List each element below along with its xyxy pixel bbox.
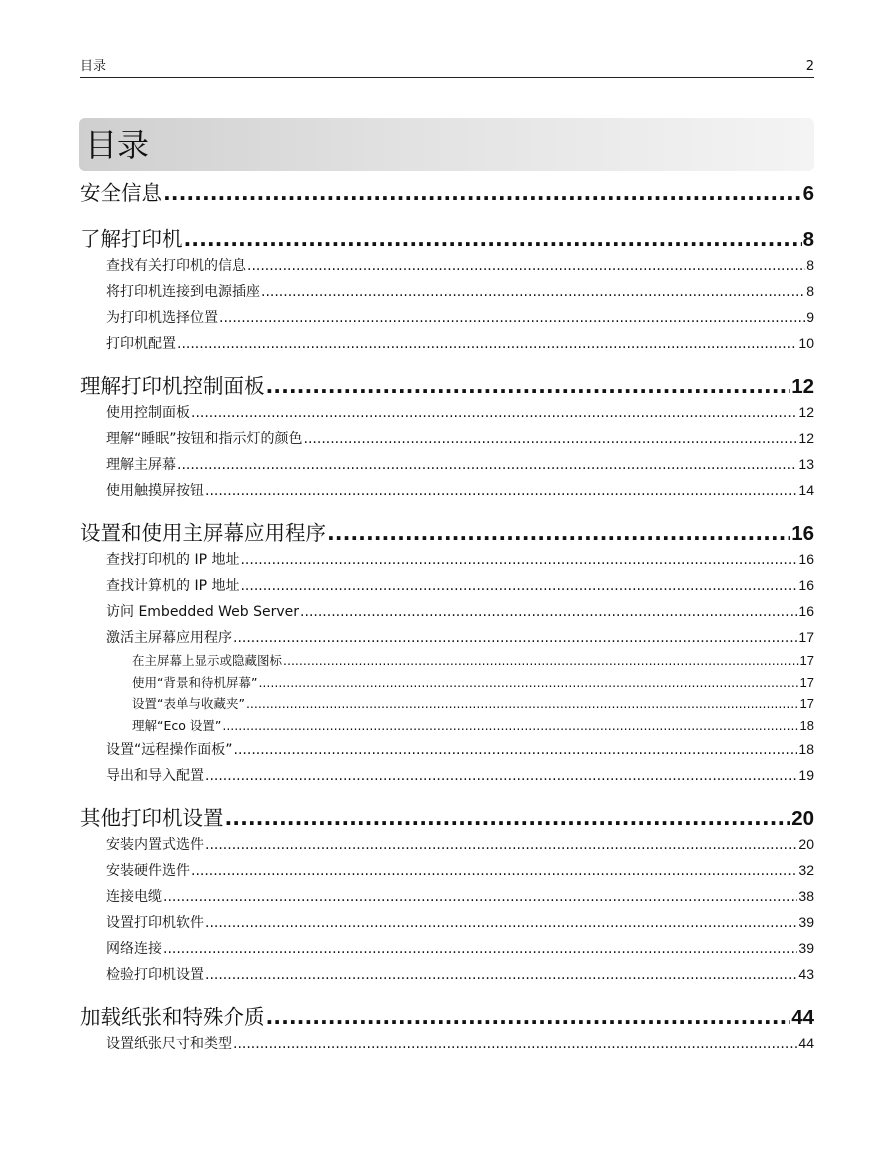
toc-entry-title: 使用控制面板 xyxy=(106,405,190,421)
toc-section-page: 12 xyxy=(791,375,814,398)
toc-section-title: 加载纸张和特殊介质 xyxy=(80,1005,265,1029)
dot-leader xyxy=(205,962,797,988)
toc-entry[interactable] xyxy=(80,624,814,650)
dot-leader xyxy=(240,547,797,573)
dot-leader xyxy=(304,426,798,452)
dot-leader xyxy=(283,650,799,672)
toc-entry-title: 查找有关打印机的信息 xyxy=(106,258,246,274)
dot-leader xyxy=(205,763,797,789)
dot-leader xyxy=(177,452,797,478)
toc-section[interactable] xyxy=(80,180,814,206)
toc-section-title: 了解打印机 xyxy=(80,227,183,251)
toc-entry-page: 39 xyxy=(798,914,814,930)
toc-section[interactable] xyxy=(80,1004,814,1030)
toc-entry-page: 13 xyxy=(798,456,814,472)
dot-leader xyxy=(247,253,805,279)
toc-subentry-title: 使用“背景和待机屏幕” xyxy=(132,674,258,690)
toc-subentry-page: 17 xyxy=(799,696,814,711)
toc-entry-title: 为打印机选择位置 xyxy=(106,310,218,326)
toc-subentry-page: 17 xyxy=(799,653,814,668)
toc-entry[interactable] xyxy=(80,399,814,425)
toc-entry-title: 设置“远程操作面板” xyxy=(106,742,233,758)
dot-leader xyxy=(191,400,797,426)
dot-leader xyxy=(266,373,791,399)
dot-leader xyxy=(222,715,798,737)
toc-section[interactable] xyxy=(80,520,814,546)
toc-section[interactable] xyxy=(80,226,814,252)
toc-entry[interactable] xyxy=(80,572,814,598)
toc-subentry[interactable] xyxy=(80,715,814,737)
toc-entry-page: 43 xyxy=(798,966,814,982)
toc-entry-title: 安装硬件选件 xyxy=(106,863,190,879)
toc-entry[interactable] xyxy=(80,477,814,503)
toc-section[interactable] xyxy=(80,805,814,831)
dot-leader xyxy=(234,737,798,763)
toc-entry[interactable] xyxy=(80,1030,814,1056)
toc-subentry[interactable] xyxy=(80,672,814,694)
toc-entry-page: 16 xyxy=(798,551,814,567)
toc-section-page: 20 xyxy=(791,807,814,830)
toc-entry-page: 12 xyxy=(798,430,814,446)
toc-section-page: 44 xyxy=(791,1006,814,1029)
toc-entry-page: 16 xyxy=(798,577,814,593)
dot-leader xyxy=(191,858,797,884)
toc-entry-title: 理解主屏幕 xyxy=(106,457,176,473)
dot-leader xyxy=(177,331,797,357)
toc-entry-title: 连接电缆 xyxy=(106,889,162,905)
dot-leader xyxy=(261,279,805,305)
toc-section-title: 安全信息 xyxy=(80,181,162,205)
dot-leader xyxy=(205,478,797,504)
toc-section-title: 其他打印机设置 xyxy=(80,806,224,830)
toc-section-page: 16 xyxy=(791,522,814,545)
running-header-title: 目录 xyxy=(80,59,107,74)
toc-entry-page: 8 xyxy=(806,283,814,299)
toc-entry-title: 激活主屏幕应用程序 xyxy=(106,630,232,646)
toc-entry-title: 设置纸张尺寸和类型 xyxy=(106,1036,232,1052)
toc-entry-page: 44 xyxy=(798,1035,814,1051)
toc-entry[interactable] xyxy=(80,598,814,624)
toc-entry-title: 将打印机连接到电源插座 xyxy=(106,284,260,300)
toc-section-title: 理解打印机控制面板 xyxy=(80,374,265,398)
toc-subentry[interactable] xyxy=(80,650,814,672)
toc-title: 目录 xyxy=(85,126,150,164)
toc-section-page: 6 xyxy=(802,182,814,205)
toc-entry-title: 使用触摸屏按钮 xyxy=(106,483,204,499)
toc-entry-page: 14 xyxy=(798,482,814,498)
dot-leader xyxy=(163,180,802,206)
dot-leader xyxy=(163,884,797,910)
dot-leader xyxy=(246,693,799,715)
dot-leader xyxy=(205,832,797,858)
toc-entry[interactable] xyxy=(80,451,814,477)
dot-leader xyxy=(327,520,790,546)
toc-entry-page: 8 xyxy=(806,257,814,273)
page-number: 2 xyxy=(805,59,814,74)
dot-leader xyxy=(233,625,797,651)
table-of-contents xyxy=(80,180,814,1056)
toc-entry-page: 20 xyxy=(798,836,814,852)
toc-entry-page: 32 xyxy=(798,862,814,878)
toc-entry-title: 安装内置式选件 xyxy=(106,837,204,853)
toc-entry-title: 访问 Embedded Web Server xyxy=(106,604,300,620)
toc-entry[interactable] xyxy=(80,278,814,304)
toc-entry-page: 18 xyxy=(798,741,814,757)
dot-leader xyxy=(233,1031,797,1057)
dot-leader xyxy=(184,226,802,252)
toc-title-band xyxy=(79,118,814,171)
dot-leader xyxy=(205,910,797,936)
toc-subentry-page: 18 xyxy=(799,717,814,733)
toc-entry-page: 12 xyxy=(798,404,814,420)
toc-entry-page: 38 xyxy=(798,888,814,904)
toc-section[interactable] xyxy=(80,373,814,399)
toc-subentry-title: 设置“表单与收藏夹” xyxy=(132,696,245,711)
toc-entry-page: 39 xyxy=(798,940,814,956)
dot-leader xyxy=(258,672,798,694)
dot-leader xyxy=(266,1004,791,1030)
toc-entry[interactable] xyxy=(80,736,814,762)
toc-entry[interactable] xyxy=(80,909,814,935)
toc-entry[interactable] xyxy=(80,883,814,909)
toc-entry[interactable] xyxy=(80,857,814,883)
toc-entry-title: 查找打印机的 IP 地址 xyxy=(106,552,240,568)
toc-entry-page: 16 xyxy=(798,603,814,619)
toc-entry-title: 理解“睡眠”按钮和指示灯的颜色 xyxy=(106,431,303,447)
dot-leader xyxy=(300,599,797,625)
toc-entry-title: 打印机配置 xyxy=(106,336,176,352)
dot-leader xyxy=(219,305,805,331)
toc-entry[interactable] xyxy=(80,330,814,356)
toc-section-page: 8 xyxy=(802,228,814,251)
toc-entry-page: 10 xyxy=(798,335,814,351)
toc-entry-page: 17 xyxy=(798,629,814,645)
toc-entry-page: 9 xyxy=(806,309,814,325)
toc-entry[interactable] xyxy=(80,425,814,451)
toc-entry[interactable] xyxy=(80,961,814,987)
toc-entry-title: 网络连接 xyxy=(106,941,162,957)
toc-entry[interactable] xyxy=(80,762,814,788)
dot-leader xyxy=(240,573,797,599)
toc-entry-title: 检验打印机设置 xyxy=(106,967,204,983)
toc-entry[interactable] xyxy=(80,546,814,572)
toc-entry-title: 设置打印机软件 xyxy=(106,915,204,931)
toc-entry[interactable] xyxy=(80,935,814,961)
toc-subentry-page: 17 xyxy=(799,674,814,690)
toc-entry-title: 导出和导入配置 xyxy=(106,768,204,784)
toc-subentry-title: 理解“Eco 设置” xyxy=(132,717,222,733)
dot-leader xyxy=(225,805,791,831)
toc-entry-page: 19 xyxy=(798,767,814,783)
toc-entry-title: 查找计算机的 IP 地址 xyxy=(106,578,240,594)
toc-subentry-title: 在主屏幕上显示或隐藏图标 xyxy=(132,653,283,668)
toc-entry[interactable] xyxy=(80,304,814,330)
toc-section-title: 设置和使用主屏幕应用程序 xyxy=(80,521,326,545)
toc-entry[interactable] xyxy=(80,252,814,278)
running-header xyxy=(80,58,814,78)
dot-leader xyxy=(163,936,797,962)
toc-entry[interactable] xyxy=(80,831,814,857)
toc-subentry[interactable] xyxy=(80,693,814,715)
